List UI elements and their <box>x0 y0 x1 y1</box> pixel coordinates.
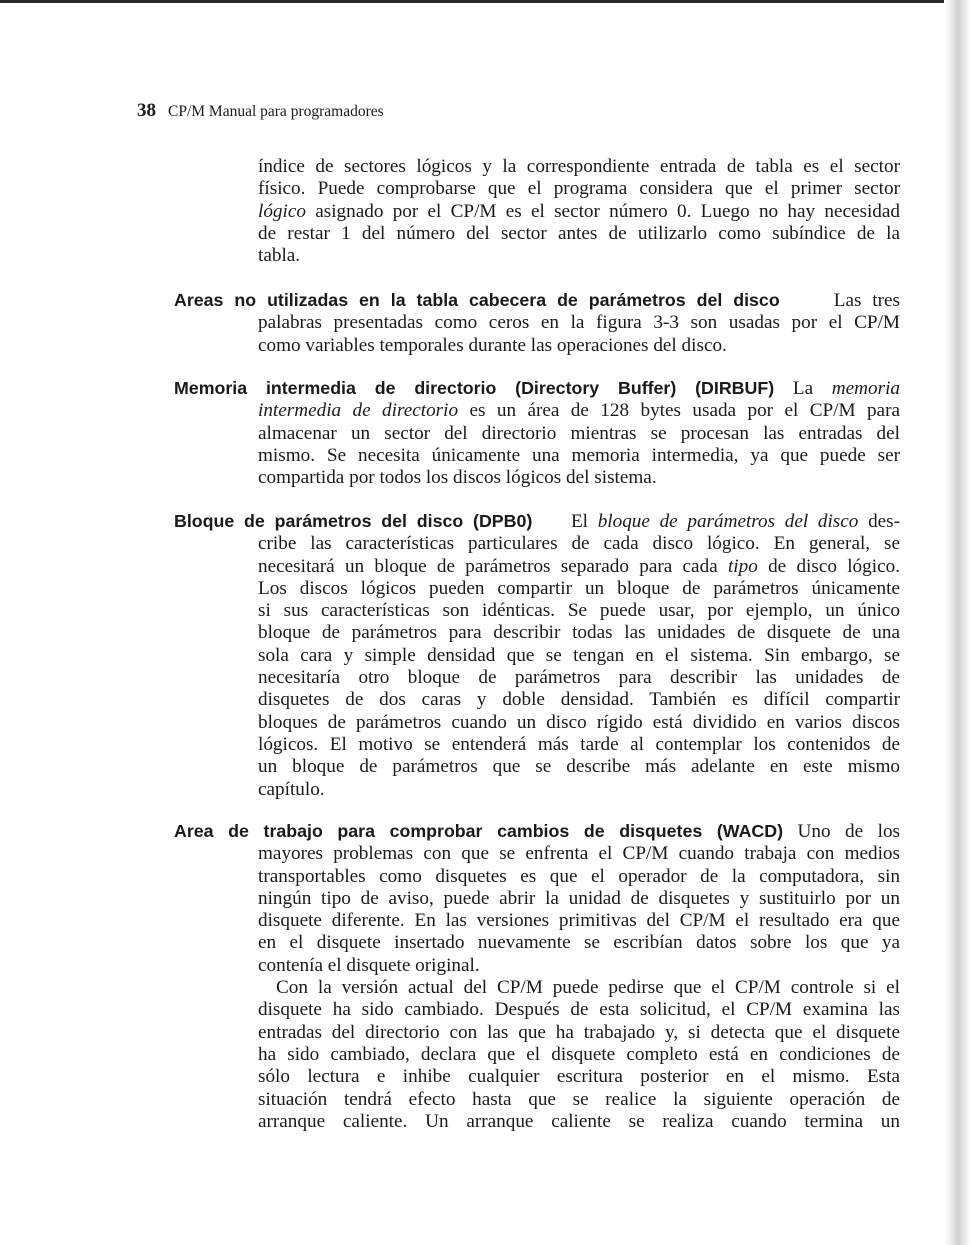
text-line: situación tendrá efecto hasta que se realice la siguiente operación de <box>258 1088 900 1110</box>
text-line: de restar 1 del número del sector antes de utilizarlo como subíndice de la <box>258 222 900 244</box>
italic-term: lógico <box>258 200 306 222</box>
text-line: en el disquete insertado nuevamente se escribían datos sobre los que ya <box>258 932 900 954</box>
text-line: contenía el disquete original. <box>258 954 480 976</box>
section-heading: Bloque de parámetros del disco (DPB0) <box>174 511 533 531</box>
text-line: necesitaría otro bloque de parámetros para describir las unidades de <box>258 667 900 689</box>
section-heading: Area de trabajo para comprobar cambios de disquetes (WACD) <box>174 821 784 841</box>
text-line: bloque de parámetros para describir todas las unidades de disquete de una <box>258 622 900 644</box>
text-line: transportables como disquetes es que el operador de la computadora, sin <box>258 865 900 887</box>
text-line: disquete ha sido cambiado. Después de esta solicitud, el CP/M examina las <box>258 999 900 1021</box>
text-line: Con la versión actual del CP/M puede pedirse que el CP/M controle si el <box>276 977 900 999</box>
running-header <box>137 100 384 122</box>
section-first-line: Areas no utilizadas en la tabla cabecera de parámetros del disco Las tres <box>174 290 900 311</box>
section-dpb <box>174 510 901 801</box>
text-line: lógico asignado por el CP/M es el sector número 0. Luego no hay necesidad <box>258 200 900 222</box>
text-line: mismo. Se necesita únicamente una memoria intermedia, ya que puede ser <box>258 444 900 466</box>
text-line: tabla. <box>258 245 301 267</box>
text-line: si sus características son idénticas. Se puede usar, por ejemplo, un único <box>258 600 900 622</box>
section-first-line: Bloque de parámetros del disco (DPB0) El bloque de parámetros del disco des- <box>174 511 901 532</box>
text-line: disquete diferente. En las versiones primitivas del CP/M el resultado era que <box>258 910 900 932</box>
page-top-edge <box>0 0 970 3</box>
section-heading: Memoria intermedia de directorio (Directory Buffer) (DIRBUF) <box>174 378 775 398</box>
text-line: mayores problemas con que se enfrenta el CP/M cuando trabaja con medios <box>258 843 900 865</box>
text-line: capítulo. <box>258 778 325 800</box>
section-dirbuf <box>174 377 901 489</box>
text-line: ha sido cambiado, declara que el disquete completo está en condiciones de <box>258 1043 900 1065</box>
section-areas <box>174 289 900 357</box>
text-line: físico. Puede comprobarse que el programa considera que el primer sector <box>258 178 900 200</box>
text-line: un bloque de parámetros que se describe más adelante en este mismo <box>258 756 900 778</box>
text-line: sólo lectura e inhibe cualquier escritura posterior en el mismo. Esta <box>258 1066 900 1088</box>
text-line: palabras presentadas como ceros en la figura 3-3 son usadas por el CP/M <box>258 312 900 334</box>
text-line: Los discos lógicos pueden compartir un bloque de parámetros únicamente <box>258 577 900 599</box>
page-number: 38 <box>137 100 156 121</box>
section-wacd <box>174 820 901 1133</box>
text-line: como variables temporales durante las operaciones del disco. <box>258 334 727 356</box>
running-title: CP/M Manual para programadores <box>168 103 384 120</box>
text-line: cribe las características particulares de cada disco lógico. En general, se <box>258 533 900 555</box>
text-line: compartida por todos los discos lógicos del sistema. <box>258 467 657 489</box>
text-line: sola cara y simple densidad que se tengan en el sistema. Sin embargo, se <box>258 644 900 666</box>
text-line: entradas del directorio con las que ha trabajado y, si detecta que el disquete <box>258 1021 900 1043</box>
text-line: índice de sectores lógicos y la correspondiente entrada de tabla es el sector <box>258 156 900 177</box>
section-heading: Areas no utilizadas en la tabla cabecera de parámetros del disco <box>174 290 780 310</box>
section-first-line: Memoria intermedia de directorio (Directory Buffer) (DIRBUF) La memoria <box>174 378 901 399</box>
section-first-line: Area de trabajo para comprobar cambios de disquetes (WACD) Uno de los <box>174 821 901 842</box>
text-line: disquetes de dos caras y doble densidad. También es difícil compartir <box>258 689 900 711</box>
page-binding-shadow <box>944 0 970 1245</box>
text-line: arranque caliente. Un arranque caliente se realiza cuando termina un <box>258 1110 900 1132</box>
text-line: intermedia de directorio es un área de 128 bytes usada por el CP/M para <box>258 400 900 422</box>
text-line: ningún tipo de aviso, puede abrir la unidad de disquetes y sustituirlo por un <box>258 887 900 909</box>
text-line: bloques de parámetros cuando un disco rígido está dividido en varios discos <box>258 711 900 733</box>
text-line: necesitará un bloque de parámetros separado para cada tipo de disco lógico. <box>258 555 900 577</box>
text-line: almacenar un sector del directorio mientras se procesan las entradas del <box>258 422 900 444</box>
intro-paragraph <box>258 156 900 267</box>
text-line: lógicos. El motivo se entenderá más tarde al contemplar los contenidos de <box>258 733 900 755</box>
